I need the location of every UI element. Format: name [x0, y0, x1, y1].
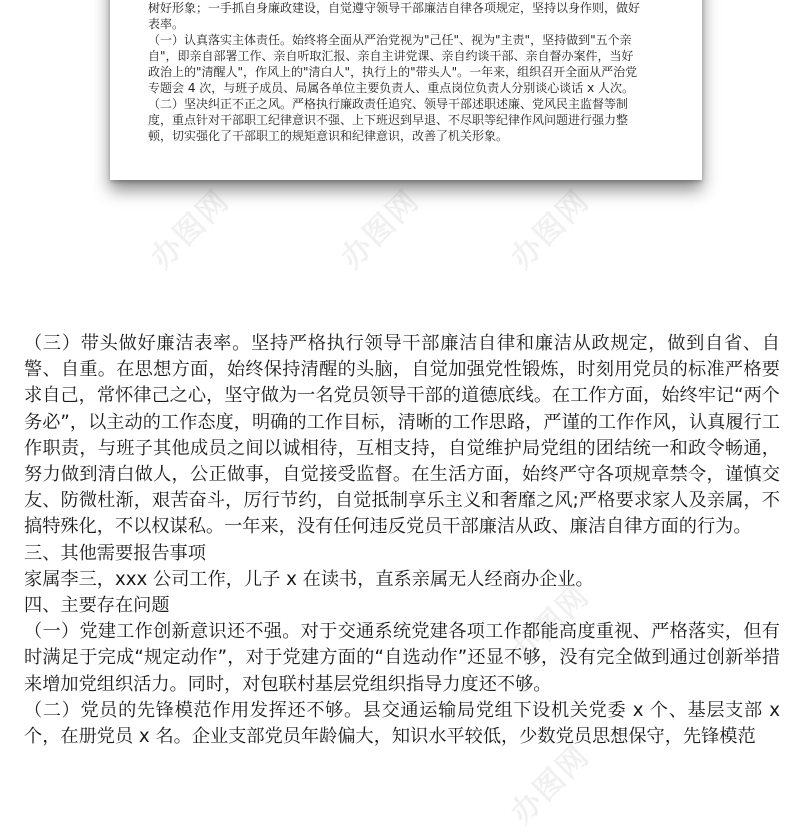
section-heading-main-issues: 四、主要存在问题: [24, 595, 170, 617]
document-body: [24, 331, 780, 750]
preview-line: 自"，即亲自部署工作、亲自听取汇报、亲自主讲党课、亲自约谈干部、亲自督办案件，当好: [148, 49, 634, 63]
preview-line: 顿，切实强化了干部职工的规矩意识和纪律意识，改善了机关形象。: [148, 129, 509, 143]
preview-card-wrapper: [110, 0, 702, 180]
document-preview-card: [110, 0, 702, 180]
watermark: 办图网: [504, 578, 597, 671]
preview-line: 政治上的"清醒人"，作风上的"清白人"，执行上的"带头人"。一年来，组织召开全面从严治党: [148, 65, 638, 79]
preview-line: 专题会 4 次，与班子成员、局属各单位主要负责人、重点岗位负责人分别谈心谈话 x 人次。: [148, 81, 634, 95]
section-heading-other-matters: 三、其他需要报告事项: [24, 542, 206, 564]
preview-line: 树好形象；一手抓自身廉政建设，自觉遵守领导干部廉洁自律各项规定，坚持以身作则，做好: [148, 1, 641, 15]
preview-line: 表率。: [148, 17, 185, 31]
watermark: 办图网: [504, 183, 597, 276]
paragraph-issue-vanguard: （二）党员的先锋模范作用发挥还不够。县交通运输局党组下设机关党委 x 个、基层支部 x 个，在册党员 x 名。企业支部党员年龄偏大，知识水平较低，少数党员思想保守，先锋模范: [24, 699, 780, 748]
watermark: 办图网: [144, 183, 237, 276]
preview-line: （二）坚决纠正不正之风。严格执行廉政责任追究、领导干部述职述廉、党风民主监督等制: [148, 97, 629, 111]
preview-line: 度，重点针对干部职工纪律意识不强、上下班迟到早退、不尽职等纪律作风问题进行强力整: [148, 113, 629, 127]
watermark: 办图网: [504, 738, 597, 831]
paragraph-lead-by-example: （三）带头做好廉洁表率。坚持严格执行领导干部廉洁自律和廉洁从政规定，做到自省、自警、自重。在思想方面，始终保持清醒的头脑，自觉加强党性锻炼，时刻用党员的标准严格要求自己，常怀律己之心，坚守做为一名党员领导干部的道德底线。在工作方面，始终牢记“两个务必”，以主动的工作态度，明确的工作目标，清晰的工作思路，严谨的工作作风，认真履行工作职责，与班子其他成员之间以诚相待，互相支持，自觉维护局党组的团结统一和政令畅通，努力做到清白做人，公正做事，自觉接受监督。在生活方面，始终严守各项规章禁令，谨慎交友、防微杜渐，艰苦奋斗，厉行节约，自觉抵制享乐主义和奢靡之风;严格要求家人及亲属，不搞特殊化，不以权谋私。一年来，没有任何违反党员干部廉洁从政、廉洁自律方面的行为。: [24, 333, 780, 538]
paragraph-issue-innovation: （一）党建工作创新意识还不强。对于交通系统党建各项工作都能高度重视、严格落实，但有时满足于完成“规定动作”，对于党建方面的“自选动作”还显不够，没有完全做到通过创新举措来增加党组织活力。同时，对包联村基层党组织指导力度还不够。: [24, 621, 780, 695]
preview-line: （一）认真落实主体责任。始终将全面从严治党视为"己任"、视为"主责"，坚持做到"五个亲: [148, 33, 632, 47]
paragraph-family-info: 家属李三，xxx 公司工作，儿子 x 在读书，直系亲属无人经商办企业。: [24, 568, 594, 590]
watermark: 办图网: [334, 183, 427, 276]
preview-text: [110, 0, 702, 144]
